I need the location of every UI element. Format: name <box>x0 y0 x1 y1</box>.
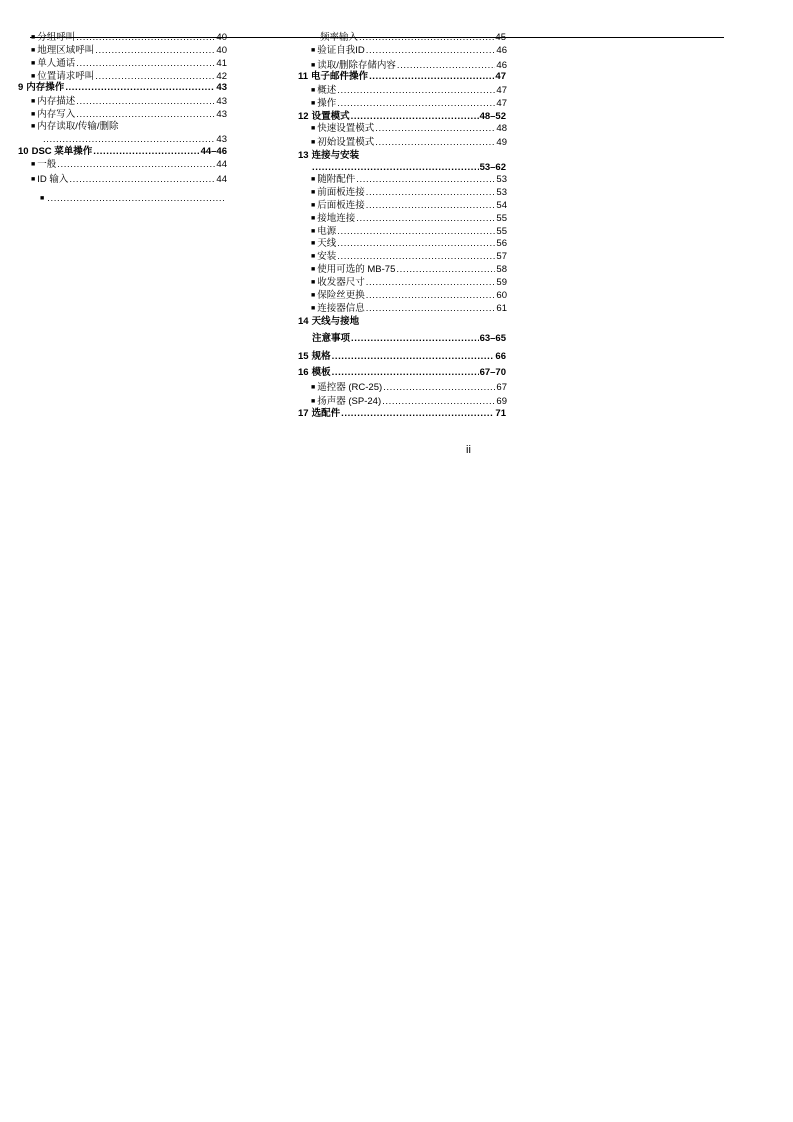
toc-page-number: 43 <box>216 109 227 120</box>
toc-entry[interactable] <box>311 187 507 200</box>
toc-entry-label: 一般 <box>37 159 57 170</box>
toc-leader-dots <box>337 85 495 97</box>
toc-page-number: 66 <box>495 351 506 362</box>
toc-entry-label: ID 输入 <box>37 174 69 185</box>
toc-chapter-number: 9 <box>18 82 24 93</box>
toc-chapter-number: 10 <box>18 146 29 157</box>
toc-page-number: 41 <box>216 58 227 69</box>
toc-page-number: 53–62 <box>479 162 506 173</box>
toc-leader-dots <box>312 162 479 174</box>
toc-page-number: 59 <box>496 277 507 288</box>
toc-entry-label: 连接器信息 <box>317 303 365 314</box>
toc-leader-dots <box>69 174 215 186</box>
toc-entry[interactable] <box>312 333 506 345</box>
bullet-square-icon: ■ <box>311 240 316 247</box>
toc-page-number: 56 <box>496 238 507 249</box>
toc-entry-label: 安装 <box>317 251 337 262</box>
toc-entry[interactable] <box>311 213 507 226</box>
bullet-square-icon: ■ <box>311 202 316 209</box>
toc-entry-label: 内存操作 <box>26 82 65 93</box>
bullet-square-icon: ■ <box>31 161 36 168</box>
bullet-square-icon: ■ <box>311 100 316 107</box>
bullet-square-icon: ■ <box>31 60 36 67</box>
toc-leader-dots <box>366 277 496 289</box>
toc-entry-label: 内存写入 <box>37 109 76 120</box>
bullet-square-icon: ■ <box>311 176 316 183</box>
toc-entry-label: 保险丝更换 <box>317 290 365 301</box>
toc-leader-dots <box>383 382 495 394</box>
toc-leader-dots <box>375 137 495 149</box>
bullet-square-icon: ■ <box>31 111 36 118</box>
bullet-square-icon: ■ <box>311 87 316 94</box>
toc-entry-label: 扬声器 (SP-24) <box>317 396 382 407</box>
toc-page-number: 42 <box>216 71 227 82</box>
toc-chapter-number: 12 <box>298 111 309 122</box>
toc-entry-label: 接地连接 <box>317 213 356 224</box>
toc-leader-dots <box>47 193 225 205</box>
toc-entry-label: 分组呼叫 <box>37 32 76 43</box>
toc-entry[interactable] <box>298 71 506 83</box>
toc-page-number: 53 <box>496 187 507 198</box>
bullet-square-icon: ■ <box>311 384 316 391</box>
toc-entry[interactable] <box>31 121 227 134</box>
toc-leader-dots <box>57 159 215 171</box>
toc-entry[interactable] <box>42 134 227 146</box>
toc-entry-label: 电子邮件操作 <box>311 71 369 82</box>
toc-entry-label: 内存描述 <box>37 96 76 107</box>
toc-page-number: 48 <box>496 123 507 134</box>
toc-page-number: 47 <box>495 71 506 82</box>
toc-page-number: 71 <box>495 408 506 419</box>
bullet-square-icon: ■ <box>31 123 36 130</box>
toc-page-number: 43 <box>216 134 227 145</box>
toc-entry[interactable] <box>311 277 507 290</box>
page-number: ii <box>466 444 471 456</box>
toc-page-number: 45 <box>495 32 506 43</box>
toc-leader-dots <box>359 32 494 44</box>
toc-page-number: 40 <box>216 45 227 56</box>
toc-entry-label: 使用可选的 MB-75 <box>317 264 396 275</box>
toc-entry-label: 遥控器 (RC-25) <box>317 382 383 393</box>
toc-page-number: 67 <box>496 382 507 393</box>
toc-leader-dots <box>337 98 495 110</box>
toc-page-number: 55 <box>496 213 507 224</box>
toc-entry-label: 天线 <box>317 238 337 249</box>
toc-entry[interactable] <box>311 238 507 251</box>
toc-entry[interactable] <box>298 316 506 328</box>
toc-entry-label: 收发器尺寸 <box>317 277 365 288</box>
toc-leader-dots <box>366 45 496 57</box>
toc-leader-dots <box>76 109 215 121</box>
toc-entry-label: 前面板连接 <box>317 187 365 198</box>
toc-leader-dots <box>76 58 215 70</box>
toc-page-number: 57 <box>496 251 507 262</box>
toc-entry[interactable] <box>311 85 507 98</box>
bullet-square-icon: ■ <box>311 47 316 54</box>
toc-entry[interactable] <box>311 123 507 136</box>
bullet-square-icon: ■ <box>311 266 316 273</box>
bullet-square-icon: ■ <box>311 279 316 286</box>
bullet-square-icon: ■ <box>311 62 316 69</box>
toc-page-number: 58 <box>496 264 507 275</box>
toc-leader-dots <box>356 174 495 186</box>
toc-leader-dots <box>356 213 495 225</box>
toc-leader-dots <box>332 367 479 379</box>
toc-page-number: 47 <box>496 98 507 109</box>
toc-leader-dots <box>337 238 495 250</box>
toc-entry[interactable] <box>298 111 506 123</box>
toc-entry-label: 选配件 <box>311 408 341 419</box>
toc-entry[interactable] <box>298 150 506 162</box>
bullet-square-icon: ■ <box>311 125 316 132</box>
toc-page-number: 63–65 <box>479 333 506 344</box>
toc-entry-label: 模板 <box>311 367 331 378</box>
toc-entry[interactable] <box>311 162 506 174</box>
toc-leader-dots <box>337 226 495 238</box>
toc-entry[interactable] <box>311 200 507 213</box>
bullet-square-icon: ■ <box>311 139 316 146</box>
toc-entry[interactable] <box>298 351 506 363</box>
bullet-square-icon: ■ <box>311 228 316 235</box>
toc-entry-label: 频率输入 <box>320 32 359 43</box>
toc-page-number: 55 <box>496 226 507 237</box>
toc-entry[interactable] <box>311 264 507 277</box>
bullet-square-icon: ■ <box>311 305 316 312</box>
bullet-square-icon: ■ <box>40 195 45 202</box>
toc-leader-dots <box>366 200 496 212</box>
toc-entry-label: DSC 菜单操作 <box>31 146 93 157</box>
toc-leader-dots <box>351 111 479 123</box>
toc-page-number: 46 <box>496 45 507 56</box>
toc-leader-dots <box>366 303 496 315</box>
toc-leader-dots <box>369 71 494 83</box>
toc-entry-label: 设置模式 <box>311 111 350 122</box>
bullet-square-icon: ■ <box>31 47 36 54</box>
bullet-square-icon: ■ <box>311 189 316 196</box>
toc-entry[interactable] <box>31 32 227 45</box>
toc-entry-label: 随附配件 <box>317 174 356 185</box>
toc-leader-dots <box>332 351 495 363</box>
toc-leader-dots <box>95 45 215 57</box>
toc-entry-label: 电源 <box>317 226 337 237</box>
toc-page-number: 43 <box>216 96 227 107</box>
toc-page-number: 43 <box>216 82 227 93</box>
bullet-square-icon: ■ <box>31 98 36 105</box>
toc-page-number: 44 <box>216 174 227 185</box>
toc-leader-dots <box>76 32 215 44</box>
toc-page-number: 44 <box>216 159 227 170</box>
toc-entry-label: 读取/删除存储内容 <box>317 60 396 71</box>
toc-page-number: 48–52 <box>479 111 506 122</box>
bullet-square-icon: ■ <box>31 73 36 80</box>
toc-entry[interactable] <box>31 96 227 109</box>
toc-entry[interactable] <box>31 159 227 172</box>
toc-entry-label: 概述 <box>317 85 337 96</box>
toc-entry-label: 位置请求呼叫 <box>37 71 95 82</box>
toc-leader-dots <box>65 82 215 94</box>
toc-page-number: 44–46 <box>200 146 227 157</box>
toc-entry-label: 天线与接地 <box>311 316 360 327</box>
toc-entry[interactable] <box>18 146 227 158</box>
bullet-square-icon: ■ <box>31 176 36 183</box>
toc-entry[interactable] <box>311 251 507 264</box>
toc-chapter-number: 13 <box>298 150 309 161</box>
toc-leader-dots <box>351 333 479 345</box>
toc-entry[interactable] <box>311 290 507 303</box>
toc-entry[interactable] <box>31 45 227 58</box>
toc-leader-dots <box>341 408 494 420</box>
toc-entry-label: 初始设置模式 <box>317 137 375 148</box>
toc-page-number: 46 <box>496 60 507 71</box>
toc-page-number: 69 <box>496 396 507 407</box>
toc-entry-label: 单人通话 <box>37 58 76 69</box>
toc-leader-dots <box>366 290 496 302</box>
toc-leader-dots <box>396 264 495 276</box>
toc-page-number: 47 <box>496 85 507 96</box>
toc-leader-dots <box>43 134 215 146</box>
bullet-square-icon: ■ <box>311 215 316 222</box>
toc-page-number: 49 <box>496 137 507 148</box>
toc-entry-label: 内存读取/传输/删除 <box>37 121 119 132</box>
bullet-square-icon: ■ <box>31 34 36 41</box>
toc-entry[interactable] <box>320 32 506 44</box>
toc-entry[interactable] <box>31 174 227 187</box>
toc-entry-label: 地理区域呼叫 <box>37 45 95 56</box>
toc-page-number: 67–70 <box>479 367 506 378</box>
toc-entry[interactable] <box>311 382 507 395</box>
toc-entry[interactable] <box>298 367 506 379</box>
toc-leader-dots <box>382 396 495 408</box>
toc-entry-label: 注意事项 <box>312 333 351 344</box>
toc-chapter-number: 14 <box>298 316 309 327</box>
bullet-square-icon: ■ <box>311 253 316 260</box>
toc-entry-label: 快速设置模式 <box>317 123 375 134</box>
toc-page-number: 53 <box>496 174 507 185</box>
toc-entry-label: 连接与安装 <box>311 150 360 161</box>
toc-entry[interactable] <box>40 193 226 206</box>
toc-chapter-number: 17 <box>298 408 309 419</box>
toc-chapter-number: 16 <box>298 367 309 378</box>
toc-page-number: 60 <box>496 290 507 301</box>
toc-leader-dots <box>366 187 496 199</box>
toc-page-number: 40 <box>216 32 227 43</box>
toc-page-number: 61 <box>496 303 507 314</box>
bullet-square-icon: ■ <box>311 398 316 405</box>
toc-leader-dots <box>337 251 495 263</box>
toc-page-number: 54 <box>496 200 507 211</box>
toc-chapter-number: 11 <box>298 71 309 82</box>
toc-entry[interactable] <box>311 303 507 316</box>
toc-entry-label: 操作 <box>317 98 337 109</box>
toc-entry[interactable] <box>298 408 506 420</box>
toc-entry[interactable] <box>311 137 507 150</box>
toc-entry[interactable] <box>31 58 227 71</box>
toc-entry-label: 验证自我ID <box>317 45 365 56</box>
toc-chapter-number: 15 <box>298 351 309 362</box>
toc-entry-label: 规格 <box>311 351 331 362</box>
toc-entry[interactable] <box>311 174 507 187</box>
toc-leader-dots <box>375 123 495 135</box>
toc-entry[interactable] <box>18 82 227 94</box>
toc-leader-dots <box>76 96 215 108</box>
toc-entry[interactable] <box>311 98 507 111</box>
bullet-square-icon: ■ <box>311 292 316 299</box>
toc-leader-dots <box>93 146 199 158</box>
toc-entry-label: 后面板连接 <box>317 200 365 211</box>
toc-entry[interactable] <box>311 45 507 58</box>
